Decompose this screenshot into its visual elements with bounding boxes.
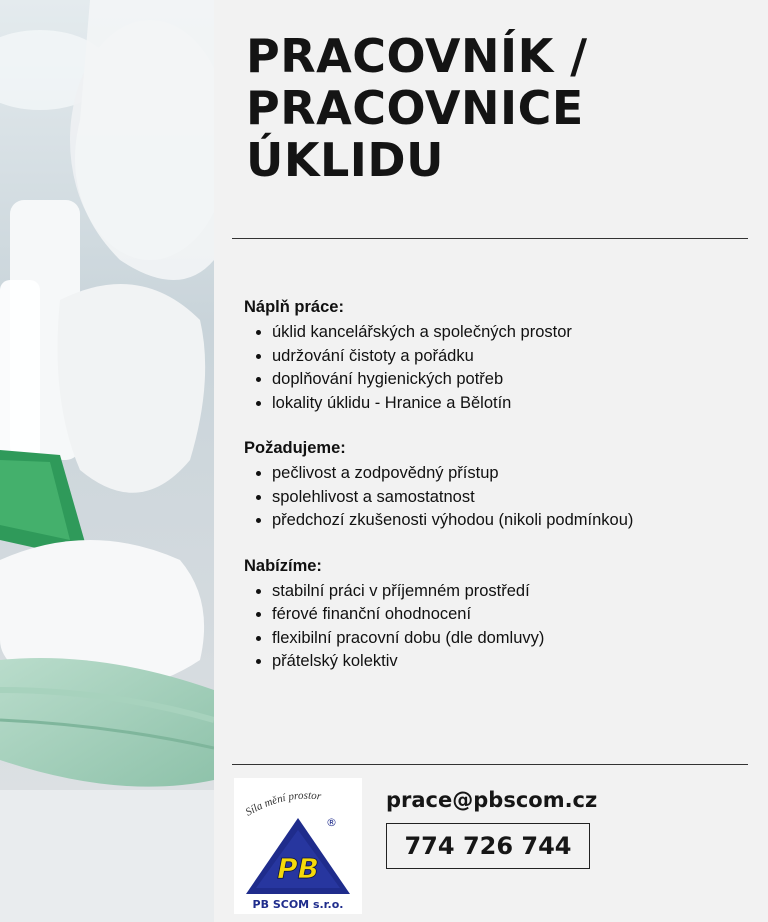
list-item: • přátelský kolektiv [272, 650, 754, 674]
section-offer [244, 555, 754, 674]
logo-company-name: PB SCOM s.r.o. [252, 898, 344, 911]
list-item: • doplňování hygienických potřeb [272, 368, 754, 392]
bullet-list [244, 580, 754, 674]
list-item: • pečlivost a zodpovědný přístup [272, 462, 754, 486]
job-title [246, 30, 588, 186]
registered-mark: ® [326, 816, 337, 829]
contact-phone[interactable]: 774 726 744 [404, 832, 572, 860]
job-details [244, 296, 754, 696]
logo-initials: PB [277, 852, 319, 885]
content-panel [214, 0, 768, 922]
cleaning-photo [0, 0, 214, 922]
svg-text:Síla mění prostor [244, 790, 323, 819]
title-line: ÚKLIDU [246, 133, 444, 187]
section-heading: Požadujeme: [244, 439, 346, 457]
list-item: • udržování čistoty a pořádku [272, 345, 754, 369]
bullet-list [244, 462, 754, 533]
contact-email[interactable]: prace@pbscom.cz [386, 788, 598, 812]
list-item: • stabilní práci v příjemném prostředí [272, 580, 754, 604]
bullet-list [244, 321, 754, 415]
section-requirements [244, 437, 754, 533]
list-item: • férové finanční ohodnocení [272, 603, 754, 627]
list-item: • předchozí zkušenosti výhodou (nikoli podmínkou) [272, 509, 754, 533]
logo-slogan: Síla mění prostor [243, 789, 322, 819]
list-item: • úklid kancelářských a společných prostor [272, 321, 754, 345]
list-item: • spolehlivost a samostatnost [272, 486, 754, 510]
company-logo [234, 778, 362, 914]
divider-bottom [232, 764, 748, 765]
section-job-description [244, 296, 754, 415]
title-line: PRACOVNÍK / [246, 29, 588, 83]
section-heading: Náplň práce: [244, 298, 344, 316]
section-heading: Nabízíme: [244, 556, 322, 575]
phone-box [386, 823, 590, 869]
divider-top [232, 238, 748, 239]
list-item: • flexibilní pracovní dobu (dle domluvy) [272, 627, 754, 651]
list-item: • lokality úklidu - Hranice a Bělotín [272, 392, 754, 416]
title-line: PRACOVNICE [246, 81, 584, 135]
